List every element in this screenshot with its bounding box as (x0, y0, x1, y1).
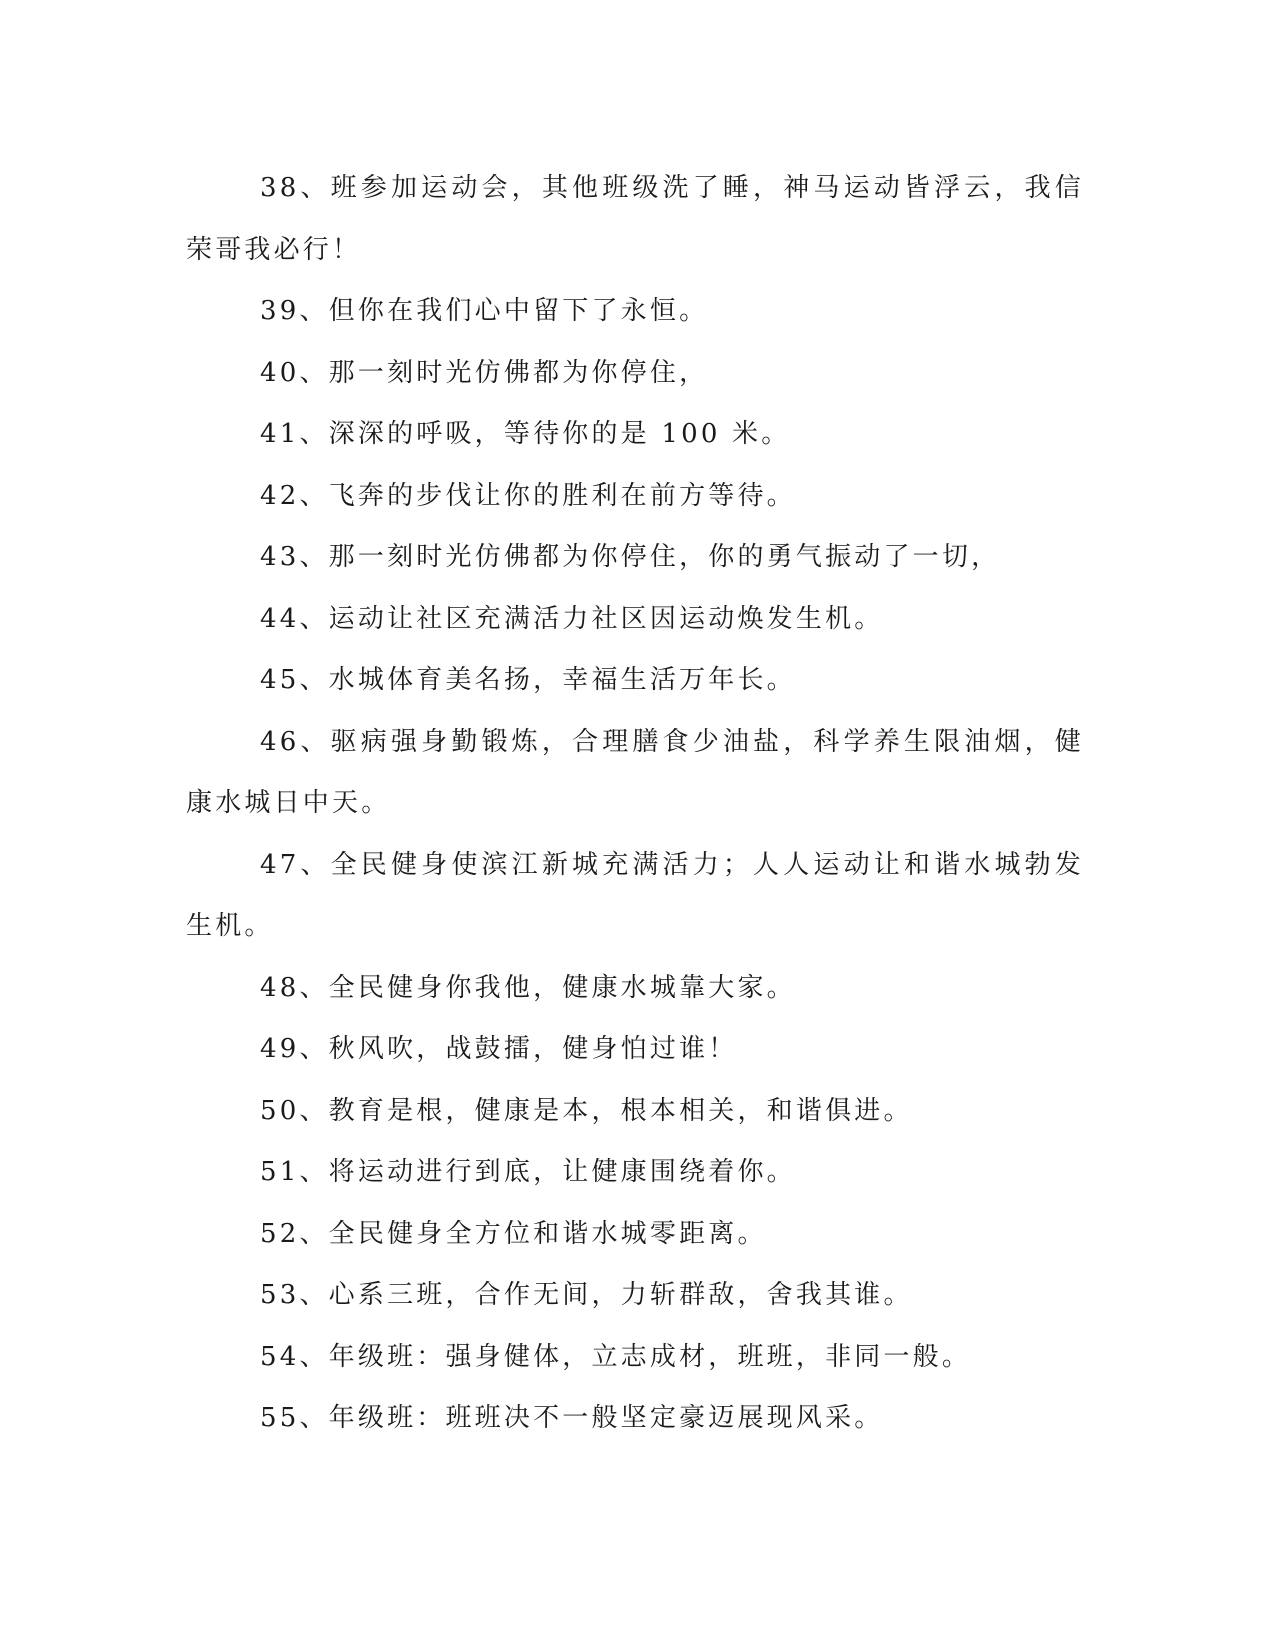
paragraph-49: 49、秋风吹，战鼓擂，健身怕过谁！ (260, 1034, 738, 1064)
paragraph-46: 46、驱病强身勤锻炼，合理膳食少油盐，科学养生限油烟，健康水城日中天。 (186, 726, 1084, 818)
paragraph-44: 44、运动让社区充满活力社区因运动焕发生机。 (260, 603, 884, 634)
paragraph-51: 51、将运动进行到底，让健康围绕着你。 (260, 1157, 796, 1187)
paragraph-48: 48、全民健身你我他，健康水城靠大家。 (260, 972, 796, 1003)
paragraph-52: 52、全民健身全方位和谐水城零距离。 (260, 1218, 767, 1249)
document-body (186, 158, 1084, 1450)
paragraph-45: 45、水城体育美名扬，幸福生活万年长。 (260, 665, 796, 695)
paragraph-50: 50、教育是根，健康是本，根本相关，和谐俱进。 (260, 1095, 913, 1126)
paragraph-40: 40、那一刻时光仿佛都为你停住， (260, 357, 709, 388)
paragraph-42: 42、飞奔的步伐让你的胜利在前方等待。 (260, 480, 796, 511)
paragraph-41: 41、深深的呼吸，等待你的是 100 米。 (260, 419, 791, 449)
paragraph-39: 39、但你在我们心中留下了永恒。 (260, 296, 709, 326)
paragraph-38: 38、班参加运动会，其他班级洗了睡，神马运动皆浮云，我信荣哥我必行！ (186, 173, 1084, 265)
paragraph-53: 53、心系三班，合作无间，力斩群敌，舍我其谁。 (260, 1280, 913, 1310)
paragraph-55: 55、年级班：班班决不一般坚定豪迈展现风采。 (260, 1403, 884, 1433)
paragraph-54: 54、年级班：强身健体，立志成材，班班，非同一般。 (260, 1341, 972, 1372)
paragraph-47: 47、全民健身使滨江新城充满活力；人人运动让和谐水城勃发生机。 (186, 849, 1084, 941)
paragraph-43: 43、那一刻时光仿佛都为你停住，你的勇气振动了一切， (260, 542, 1001, 572)
